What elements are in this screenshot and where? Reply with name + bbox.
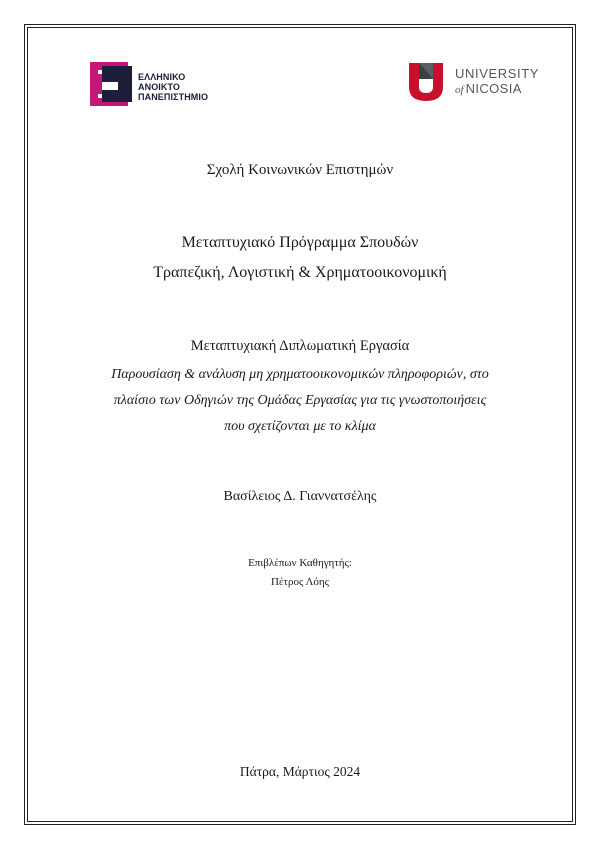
hellenic-open-university-emblem-icon [88,60,134,108]
thesis-title-line-1: Παρουσίαση & ανάλυση μη χρηματοοικονομικών πληροφοριών, στο [111,367,489,382]
place-and-date: Πάτρα, Μάρτιος 2024 [239,764,361,779]
thesis-title [0,362,600,440]
hellenic-open-university-logo [88,60,218,108]
thesis-title-line-2: πλαίσιο των Οδηγιών της Ομάδας Εργασίας για τις γνωστοποιήσεις [113,393,487,408]
logo-university-text: UNIVERSITY [455,66,540,81]
university-of-nicosia-wordmark [455,67,539,98]
author-name: Βασίλειος Δ. Γιαννατσέλης [223,489,377,504]
hellenic-open-university-wordmark [138,72,208,102]
logo-nicosia-text: NICOSIA [465,81,522,96]
logo-line-3: ΠΑΝΕΠΙΣΤΗΜΙΟ [138,92,209,102]
thesis-type: Μεταπτυχιακή Διπλωματική Εργασία [190,338,410,354]
supervisor-name: Πέτρος Λόης [270,576,330,588]
logo-of-text: of [455,84,464,96]
logo-line-1: ΕΛΛΗΝΙΚΟ [138,72,186,82]
supervisor-label: Επιβλέπων Καθηγητής: [248,557,352,569]
university-of-nicosia-logo [407,61,542,103]
logo-nicosia-line [455,81,539,98]
program-name: Τραπεζική, Λογιστική & Χρηματοοικονομική [153,264,447,281]
logo-line-2: ΑΝΟΙΚΤΟ [138,82,181,92]
school-name: Σχολή Κοινωνικών Επιστημών [206,162,394,178]
university-of-nicosia-emblem-icon [407,61,445,103]
program-title: Μεταπτυχιακό Πρόγραμμα Σπουδών [181,234,419,251]
thesis-title-line-3: που σχετίζονται με το κλίμα [224,419,376,434]
